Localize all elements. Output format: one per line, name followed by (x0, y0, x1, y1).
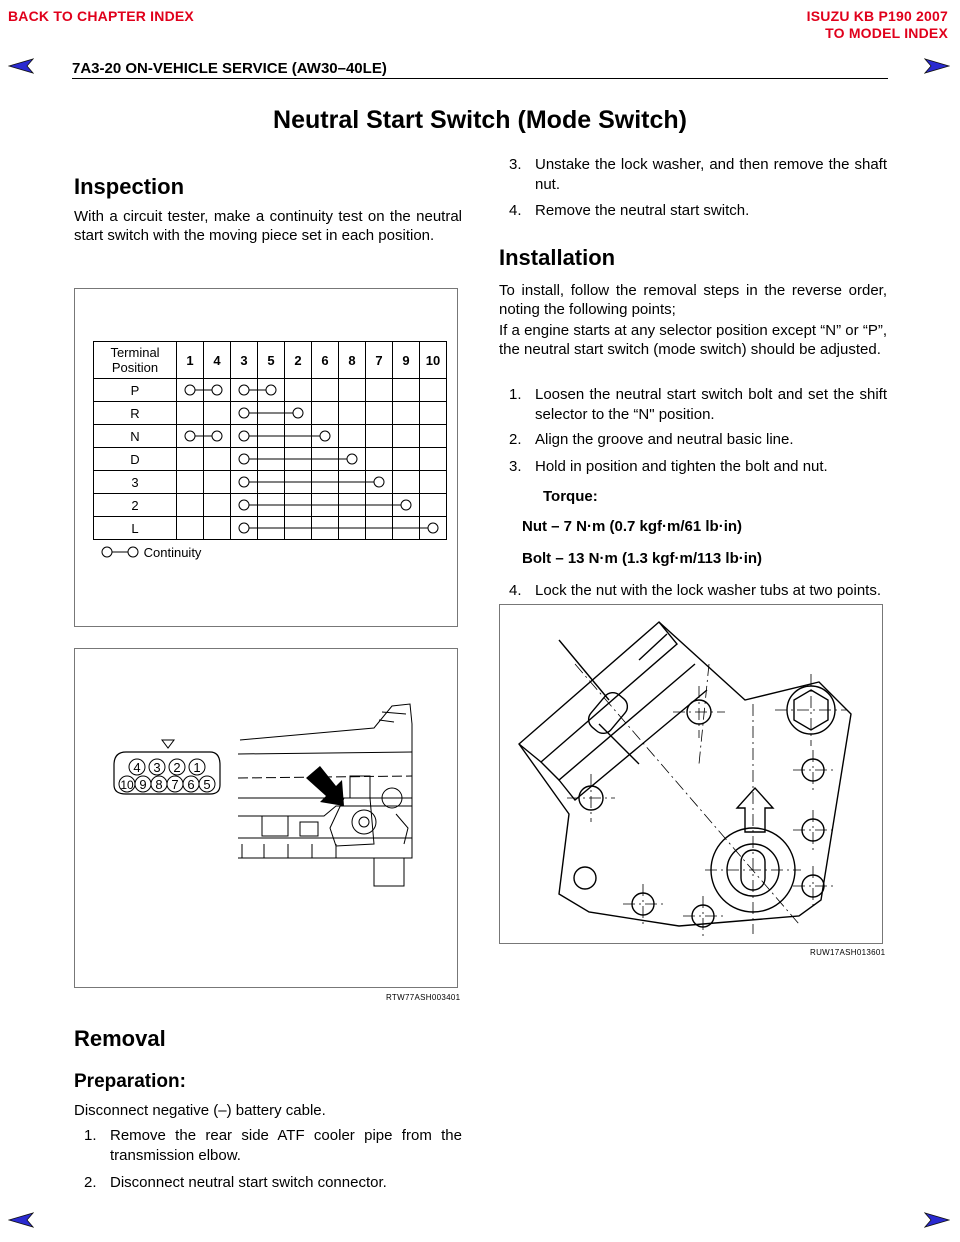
step-text: Unstake the lock washer, and then remove the shaft nut. (535, 156, 887, 193)
terminal-header-2: 2 (285, 342, 312, 379)
connector-pin-label: 6 (187, 777, 195, 792)
continuity-table (93, 341, 447, 540)
connector-pin-label: 9 (139, 777, 147, 792)
terminal-header-8: 8 (339, 342, 366, 379)
terminal-header-4: 4 (204, 342, 231, 379)
position-label-l: L (94, 517, 177, 540)
connector-pin-label: 10 (120, 778, 134, 792)
position-label-p: P (94, 379, 177, 402)
position-label-n: N (94, 425, 177, 448)
installation-warning: If a engine starts at any selector position except “N” or “P”, the neutral start switch (mode switch) should be adjusted. (499, 322, 887, 358)
removal-step-4 (509, 201, 887, 221)
next-page-arrow-bottom-icon[interactable] (924, 1212, 950, 1228)
continuity-legend-label: Continuity (143, 545, 202, 560)
connector-pin-label: 7 (171, 777, 179, 792)
switch-figure-code: RUW17ASH013601 (810, 948, 886, 957)
step-number: 2. (84, 1174, 97, 1191)
page-header: 7A3-20 ON-VEHICLE SERVICE (AW30–40LE) (72, 60, 387, 77)
position-label-d: D (94, 448, 177, 471)
step-number: 1. (84, 1127, 97, 1144)
terminal-header: Terminal (110, 345, 160, 360)
step-text: Align the groove and neutral basic line. (535, 431, 794, 448)
terminal-header-7: 7 (366, 342, 393, 379)
step-text: Disconnect neutral start switch connector. (110, 1174, 387, 1191)
continuity-legend (100, 545, 201, 560)
step-number: 2. (509, 431, 522, 448)
step-number: 4. (509, 202, 522, 219)
next-page-arrow-icon[interactable] (924, 58, 950, 74)
connector-pin-label: 3 (153, 760, 161, 775)
terminal-header-1: 1 (177, 342, 204, 379)
terminal-header-10: 10 (420, 342, 447, 379)
step-number: 3. (509, 458, 522, 475)
installation-step-2 (509, 430, 887, 450)
removal-step-2 (84, 1173, 462, 1193)
step-number: 3. (509, 156, 522, 173)
removal-step-3 (509, 155, 887, 195)
position-label-2: 2 (94, 494, 177, 517)
connector-illustration (74, 648, 456, 986)
installation-step-1 (509, 385, 887, 425)
installation-step-4 (509, 581, 887, 601)
installation-heading: Installation (499, 245, 616, 270)
step-text: Remove the neutral start switch. (535, 202, 750, 219)
preparation-text: Disconnect negative (–) battery cable. (74, 1102, 326, 1119)
removal-step-1 (84, 1126, 462, 1166)
model-title: ISUZU KB P190 2007 (806, 8, 948, 24)
terminal-header-5: 5 (258, 342, 285, 379)
model-index-link[interactable] (807, 8, 948, 42)
torque-bolt: Bolt – 13 N·m (1.3 kgf·m/113 lb·in) (522, 550, 763, 567)
terminal-header-9: 9 (393, 342, 420, 379)
step-text: Lock the nut with the lock washer tubs at two points. (535, 582, 882, 599)
previous-page-arrow-icon[interactable] (8, 58, 34, 74)
step-text: Loosen the neutral start switch bolt and set the shift selector to the “N" position. (535, 386, 887, 423)
torque-nut: Nut – 7 N·m (0.7 kgf·m/61 lb·in) (522, 518, 743, 535)
position-label-3: 3 (94, 471, 177, 494)
position-label-r: R (94, 402, 177, 425)
terminal-header-3: 3 (231, 342, 258, 379)
back-to-chapter-index-link[interactable]: BACK TO CHAPTER INDEX (8, 8, 194, 24)
previous-page-arrow-bottom-icon[interactable] (8, 1212, 34, 1228)
model-index-label: TO MODEL INDEX (825, 25, 948, 41)
connector-pin-label: 1 (193, 760, 201, 775)
page-title: Neutral Start Switch (Mode Switch) (273, 106, 687, 134)
connector-pin-label: 5 (203, 777, 211, 792)
step-number: 4. (509, 582, 522, 599)
step-text: Hold in position and tighten the bolt and nut. (535, 458, 828, 475)
connector-pin-label: 2 (173, 760, 181, 775)
step-text: Remove the rear side ATF cooler pipe from the transmission elbow. (110, 1127, 462, 1164)
table-header-cell (94, 342, 177, 379)
step-number: 1. (509, 386, 522, 403)
connector-figure-code: RTW77ASH003401 (386, 993, 461, 1002)
terminal-header-6: 6 (312, 342, 339, 379)
inspection-text: With a circuit tester, make a continuity test on the neutral start switch with the moving piece set in each position. (74, 208, 462, 244)
preparation-heading: Preparation: (74, 1071, 186, 1092)
position-header: Position (111, 360, 159, 375)
inspection-heading: Inspection (74, 174, 185, 199)
torque-label: Torque: (543, 488, 598, 505)
switch-illustration (499, 604, 881, 942)
installation-intro: To install, follow the removal steps in the reverse order, noting the following points; (499, 282, 887, 318)
connector-pin-label: 8 (155, 777, 163, 792)
installation-step-3 (509, 457, 887, 477)
continuity-symbol-icon (100, 545, 140, 559)
header-rule (72, 78, 888, 79)
removal-heading: Removal (74, 1026, 166, 1051)
connector-pin-label: 4 (133, 760, 141, 775)
